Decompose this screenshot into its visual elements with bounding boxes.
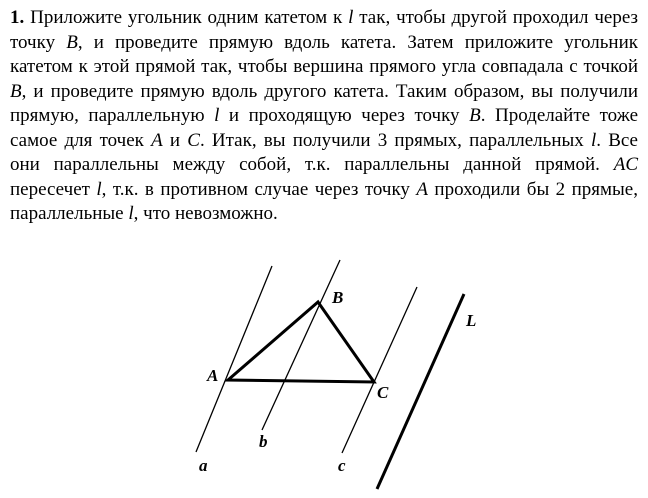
text-run: . Итак, вы получили 3 прямых, параллельных (199, 129, 591, 151)
label-b: b (259, 432, 268, 451)
line-a (196, 266, 272, 452)
line-L (377, 294, 464, 489)
math-symbol: B (10, 80, 22, 102)
text-run: , и проведите прямую вдоль катета. Затем приложите угольник катетом к этой прямой так, чтобы вершина прямого угла совпадала с точкой (10, 31, 638, 77)
text-run: Приложите угольник одним катетом к (24, 7, 349, 28)
math-symbol: B (469, 105, 481, 126)
triangle-abc (228, 302, 374, 382)
math-symbol: A (416, 178, 428, 200)
label-c: c (338, 456, 346, 475)
text-run: . Проделайте тоже самое для точек (10, 105, 639, 151)
label-a: a (199, 456, 208, 475)
text-run: проходили бы 2 прямые, параллельные (10, 178, 638, 224)
text-run: и проходящую через точку (219, 105, 470, 126)
math-symbol: AC (613, 154, 638, 175)
math-symbol: l (348, 7, 354, 28)
text-run: и (162, 129, 188, 151)
label-L: L (466, 311, 477, 330)
text-run: пересечет (10, 178, 97, 200)
text-run: . Все они параллельны между собой, т.к. параллельны данной прямой. (10, 129, 638, 175)
label-B: B (332, 288, 344, 307)
math-symbol: l (214, 105, 220, 126)
label-A: A (207, 366, 219, 385)
text-run: , что невозможно. (133, 203, 278, 224)
problem-number: 1. (10, 7, 25, 28)
math-symbol: l (590, 129, 597, 151)
line-b (262, 260, 340, 430)
math-symbol: l (96, 178, 102, 200)
math-symbol: C (187, 129, 200, 151)
math-symbol: B (66, 31, 78, 53)
math-symbol: l (128, 203, 134, 224)
label-C: C (377, 383, 389, 402)
text-run: так, чтобы другой проходил через точку (10, 7, 638, 53)
math-symbol: A (151, 129, 163, 151)
text-run: , т.к. в противном случае через точку (101, 178, 417, 200)
text-run: , и проведите прямую вдоль другого катета. Таким образом, вы получили прямую, параллельную (10, 80, 638, 126)
